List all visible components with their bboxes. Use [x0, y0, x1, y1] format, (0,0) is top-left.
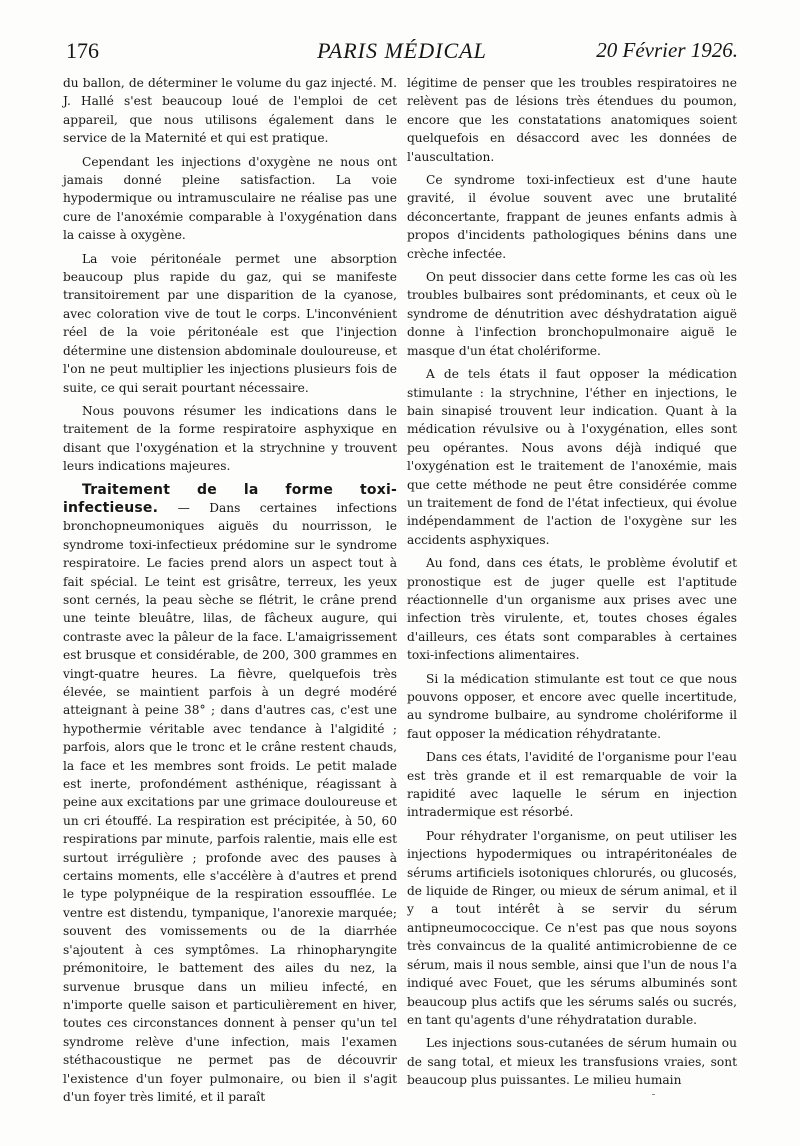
paragraph: Pour réhydrater l'organisme, on peut utiliser les injections hypodermiques ou intrapéritonéales de sérums artificiels isotoniques chlorurés, ou glucosés, de liquide de Ringer, ou mieux de sérum animal, et il y a tout intérêt à se servir du sérum antipneumococcique. Ce n'est pas que nous soyons très convaincus de la qualité antimicrobienne de ce sérum, mais il nous semble, ainsi que l'un de nous l'a indiqué avec Fouet, que les sérums albuminés sont beaucoup plus actifs que les sérums salés ou sucrés, en tant qu'agents d'une réhydratation durable. [407, 828, 737, 1027]
issue-date: 20 Février 1926. [596, 38, 738, 62]
paragraph: Les injections sous-cutanées de sérum humain ou de sang total, et mieux les transfusions vraies, sont beaucoup plus puissantes. Le milieu humain [407, 1036, 737, 1088]
paragraph: légitime de penser que les troubles respiratoires ne relèvent pas de lésions très étendues du poumon, encore que les constatations anatomiques soient quelquefois en désaccord avec les données de l'auscultation. [407, 76, 737, 164]
paragraph: du ballon, de déterminer le volume du gaz injecté. M. J. Hallé s'est beaucoup loué de l'emploi de cet appareil, que nous utilisons également dans le service de la Maternité et qui est pratique. [63, 76, 397, 146]
left-column [63, 74, 397, 1111]
paragraph: Dans ces états, l'avidité de l'organisme pour l'eau est très grande et il est remarquable de voir la rapidité avec laquelle le sérum en injection intradermique est résorbé. [407, 750, 737, 820]
print-speck [652, 1094, 655, 1095]
paragraph: On peut dissocier dans cette forme les cas où les troubles bulbaires sont prédominants, et ceux où le syndrome de dénutrition avec déshydratation aiguë donne à l'infection bronchopulmonaire aiguë le masque d'un état cholériforme. [407, 270, 737, 358]
paragraph: Si la médication stimulante est tout ce que nous pouvons opposer, et encore avec quelle incertitude, au syndrome bulbaire, au syndrome cholériforme il faut opposer la médication réhydratante. [407, 671, 737, 741]
paragraph: La voie péritonéale permet une absorption beaucoup plus rapide du gaz, qui se manifeste transitoirement par une disparition de la cyanose, avec coloration vive de tout le corps. L'inconvénient réel de la voie péritonéale est que l'injection détermine une distension abdominale douloureuse, et l'on ne peut multiplier les injections plusieurs fois de suite, ce qui serait pourtant nécessaire. [63, 251, 397, 395]
paragraph-text: — Dans certaines infections bronchopneumoniques aiguës du nourrisson, le syndrome toxi-infectieux prédomine sur le syndrome respiratoire. Le facies prend alors un aspect tout à fait spécial. Le teint est grisâtre, terreux, les yeux sont cernés, la peau sèche se flétrit, le crâne prend une teinte bleuâtre, lilas, de fâcheux augure, qui contraste avec la pâleur de la face. L'amaigrissement est brusque et considérable, de 200, 300 grammes en vingt-quatre heures. La fièvre, quelquefois très élevée, se maintient parfois à un degré modéré atteignant à peine 38° ; dans d'autres cas, c'est une hypothermie véritable avec tendance à l'algidité ; parfois, alors que le tronc et le crâne restent chauds, la face et les membres sont froids. Le petit malade est inerte, profondément asthénique, réagissant à peine aux excitations par une grimace douloureuse et un cri étouffé. La respiration est précipitée, à 50, 60 respirations par minute, parfois ralentie, mais elle est surtout irrégulière ; profonde avec des pauses à certains moments, elle s'accélère à d'autres et prend le type polypnéique de la respiration essoufflée. Le ventre est distendu, tympanique, l'anorexie marquée; souvent des vomissements ou de la diarrhée s'ajoutent à ces symptômes. La rhinopharyngite prémonitoire, le battement des ailes du nez, la survenue brusque dans un milieu infecté, en n'importe quelle saison et particulièrement en hiver, toutes ces circonstances donnent à penser qu'un tel syndrome relève d'une infection, mais l'examen stéthacoustique ne permet pas de découvrir l'existence d'un foyer pulmonaire, ou bien il s'agit d'un foyer très limité, et il paraît [63, 500, 397, 1104]
paragraph: Au fond, dans ces états, le problème évolutif et pronostique est de juger quelle est l'aptitude réactionnelle d'un organisme aux prises avec une infection très virulente, et, toutes choses égales d'ailleurs, ces états sont comparables à certaines toxi-infections alimentaires. [407, 556, 737, 663]
journal-title: PARIS MÉDICAL [317, 38, 487, 63]
paragraph: A de tels états il faut opposer la médication stimulante : la strychnine, l'éther en injections, le bain sinapisé trouvent leur indication. Quant à la médication révulsive ou à l'oxygénation, elles sont peu opérantes. Nous avons déjà indiqué que l'oxygénation est le traitement de l'anoxémie, mais que cette méthode ne peut être considérée comme un traitement de fond de l'état infectieux, qui évolue indépendamment de l'action de l'oxygène sur les accidents asphyxiques. [407, 367, 737, 547]
paragraph: Ce syndrome toxi-infectieux est d'une haute gravité, il évolue souvent avec une brutalité déconcertante, frappant de jeunes enfants admis à propos d'incidents pathologiques bénins dans une crèche infectée. [407, 173, 737, 261]
section-paragraph [63, 481, 397, 1107]
right-column [407, 74, 737, 1095]
section-heading: Traitement de la forme toxi-infectieuse. [63, 481, 397, 516]
paragraph: Nous pouvons résumer les indications dans le traitement de la forme respiratoire asphyxique en disant que l'oxygénation et la strychnine y trouvent leurs indications majeures. [63, 403, 397, 474]
paragraph: Cependant les injections d'oxygène ne nous ont jamais donné pleine satisfaction. La voie hypodermique ou intramusculaire ne réalise pas une cure de l'anoxémie comparable à l'oxygénation dans la caisse à oxygène. [63, 154, 397, 243]
page-number: 176 [66, 38, 99, 63]
page-header [66, 38, 738, 68]
